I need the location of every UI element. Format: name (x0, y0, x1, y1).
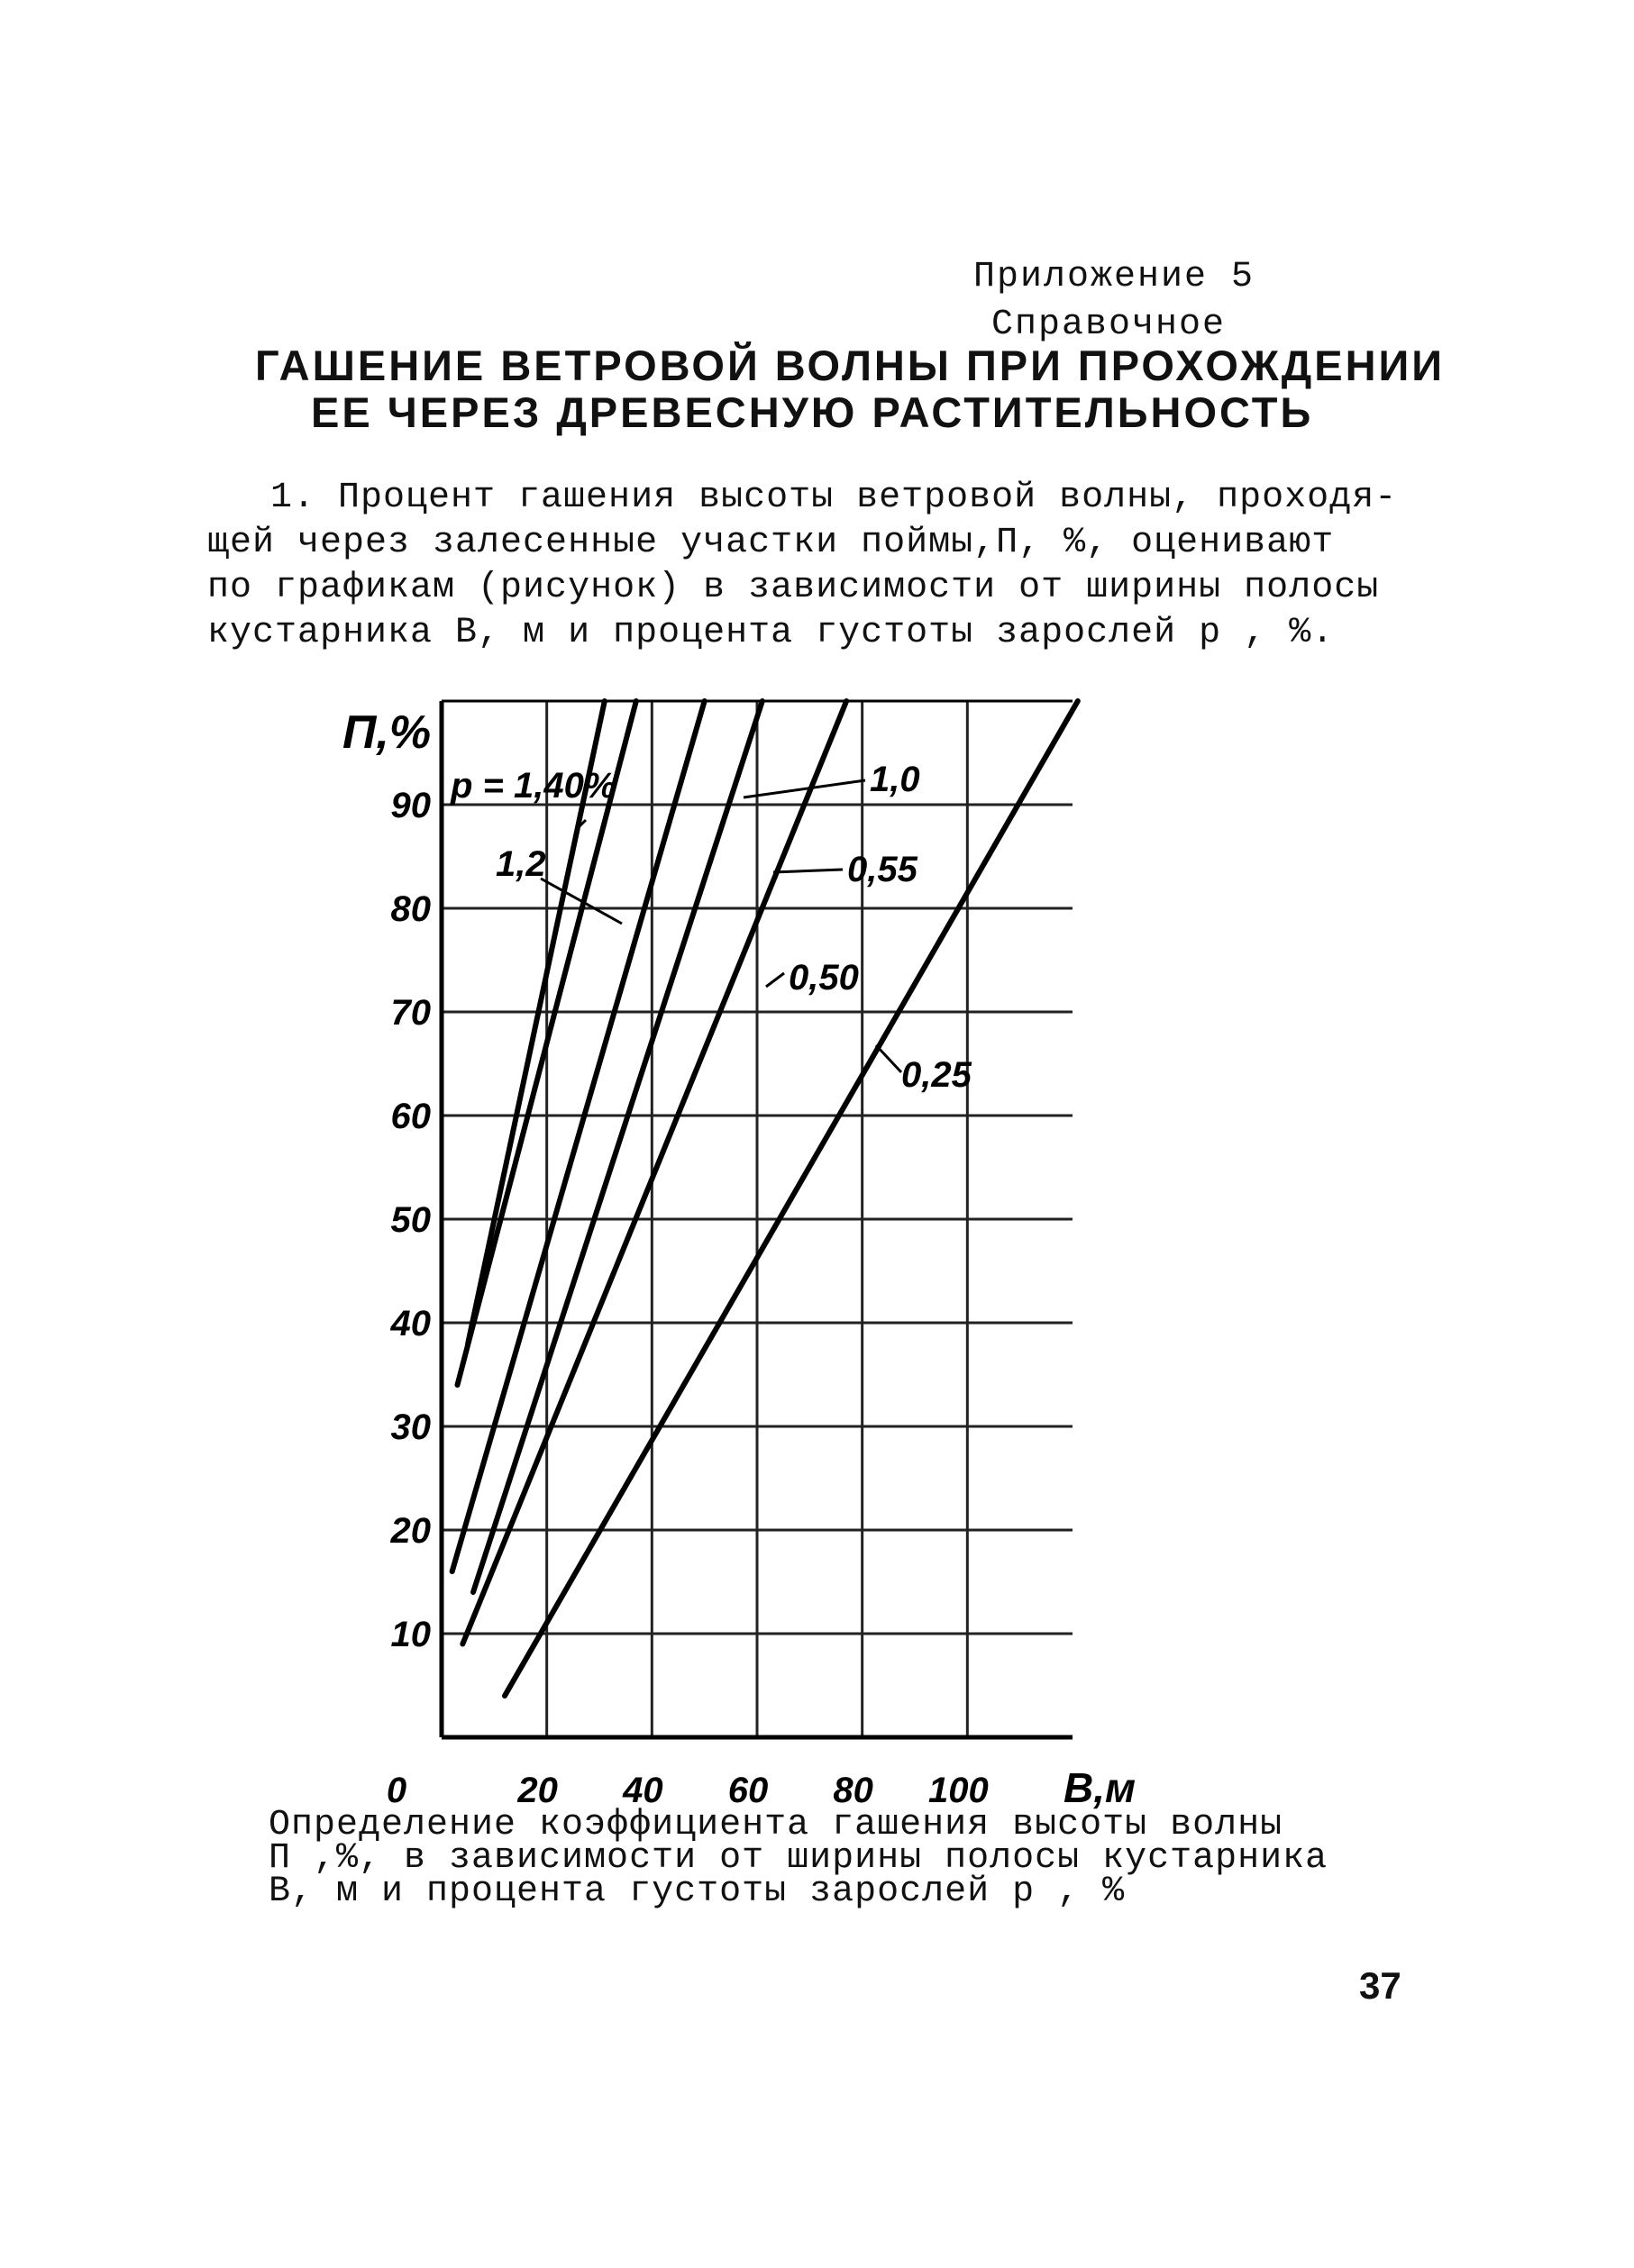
x-tick-label: 60 (727, 1771, 769, 1810)
curve-label: 0,50 (789, 958, 859, 997)
x-tick-label: 80 (833, 1771, 873, 1810)
caption-line-2: П ,%, в зависимости от ширины полосы кустарника (269, 1838, 1328, 1879)
paragraph-line-3: по графикам (рисунок) в зависимости от ширины полосы (207, 568, 1380, 608)
series-line (462, 701, 846, 1644)
series-line (505, 701, 1078, 1696)
y-tick-label: 40 (390, 1304, 431, 1343)
section-title-line-2: ЕЕ ЧЕРЕЗ ДРЕВЕСНУЮ РАСТИТЕЛЬНОСТЬ (311, 388, 1314, 436)
y-tick-label: 70 (390, 993, 431, 1033)
appendix-label: Приложение 5 (973, 257, 1255, 297)
section-title-line-1: ГАШЕНИЕ ВЕТРОВОЙ ВОЛНЫ ПРИ ПРОХОЖДЕНИИ (255, 342, 1446, 389)
x-tick-label: 100 (927, 1771, 989, 1810)
reference-type-label: Справочное (991, 305, 1227, 345)
x-tick-label: 0 (386, 1771, 407, 1810)
curve-label: 0,55 (847, 850, 917, 889)
curve-label-leader (766, 973, 784, 987)
curve-label: 1,0 (870, 760, 920, 799)
paragraph-line-2: щей через залесенные участки поймы,П, %, оценивают (207, 523, 1335, 563)
curve-label: р = 1,40% (451, 766, 616, 806)
y-tick-label: 60 (390, 1097, 431, 1136)
paragraph-line-4: кустарника В, м и процента густоты зарослей р , %. (207, 613, 1335, 653)
caption-line-1: Определение коэффициента гашения высоты волны (269, 1805, 1283, 1845)
x-axis-title: В,м (1063, 1764, 1136, 1811)
page-number: 37 (1359, 1964, 1401, 2007)
y-tick-label: 80 (390, 889, 431, 929)
caption-line-3: В, м и процента густоты зарослей р , % (269, 1872, 1126, 1912)
y-tick-label: 20 (390, 1511, 431, 1551)
paragraph-line-1: 1. Процент гашения высоты ветровой волны, проходя- (270, 478, 1398, 518)
curve-label-leader (876, 1045, 901, 1072)
curve-label: 1,2 (496, 844, 546, 884)
x-tick-label: 40 (623, 1771, 663, 1810)
series-line (473, 701, 762, 1592)
curve-label: 0,25 (901, 1055, 972, 1095)
y-tick-label: 10 (390, 1615, 431, 1654)
y-tick-label: 90 (390, 786, 431, 825)
curve-label-leader (773, 870, 843, 872)
y-axis-title: П,% (342, 706, 432, 759)
curve-label-leader (744, 780, 865, 797)
chart-labels (450, 760, 972, 1095)
y-tick-label: 50 (390, 1200, 431, 1240)
x-tick-label: 20 (517, 1771, 558, 1810)
y-tick-label: 30 (390, 1407, 431, 1447)
